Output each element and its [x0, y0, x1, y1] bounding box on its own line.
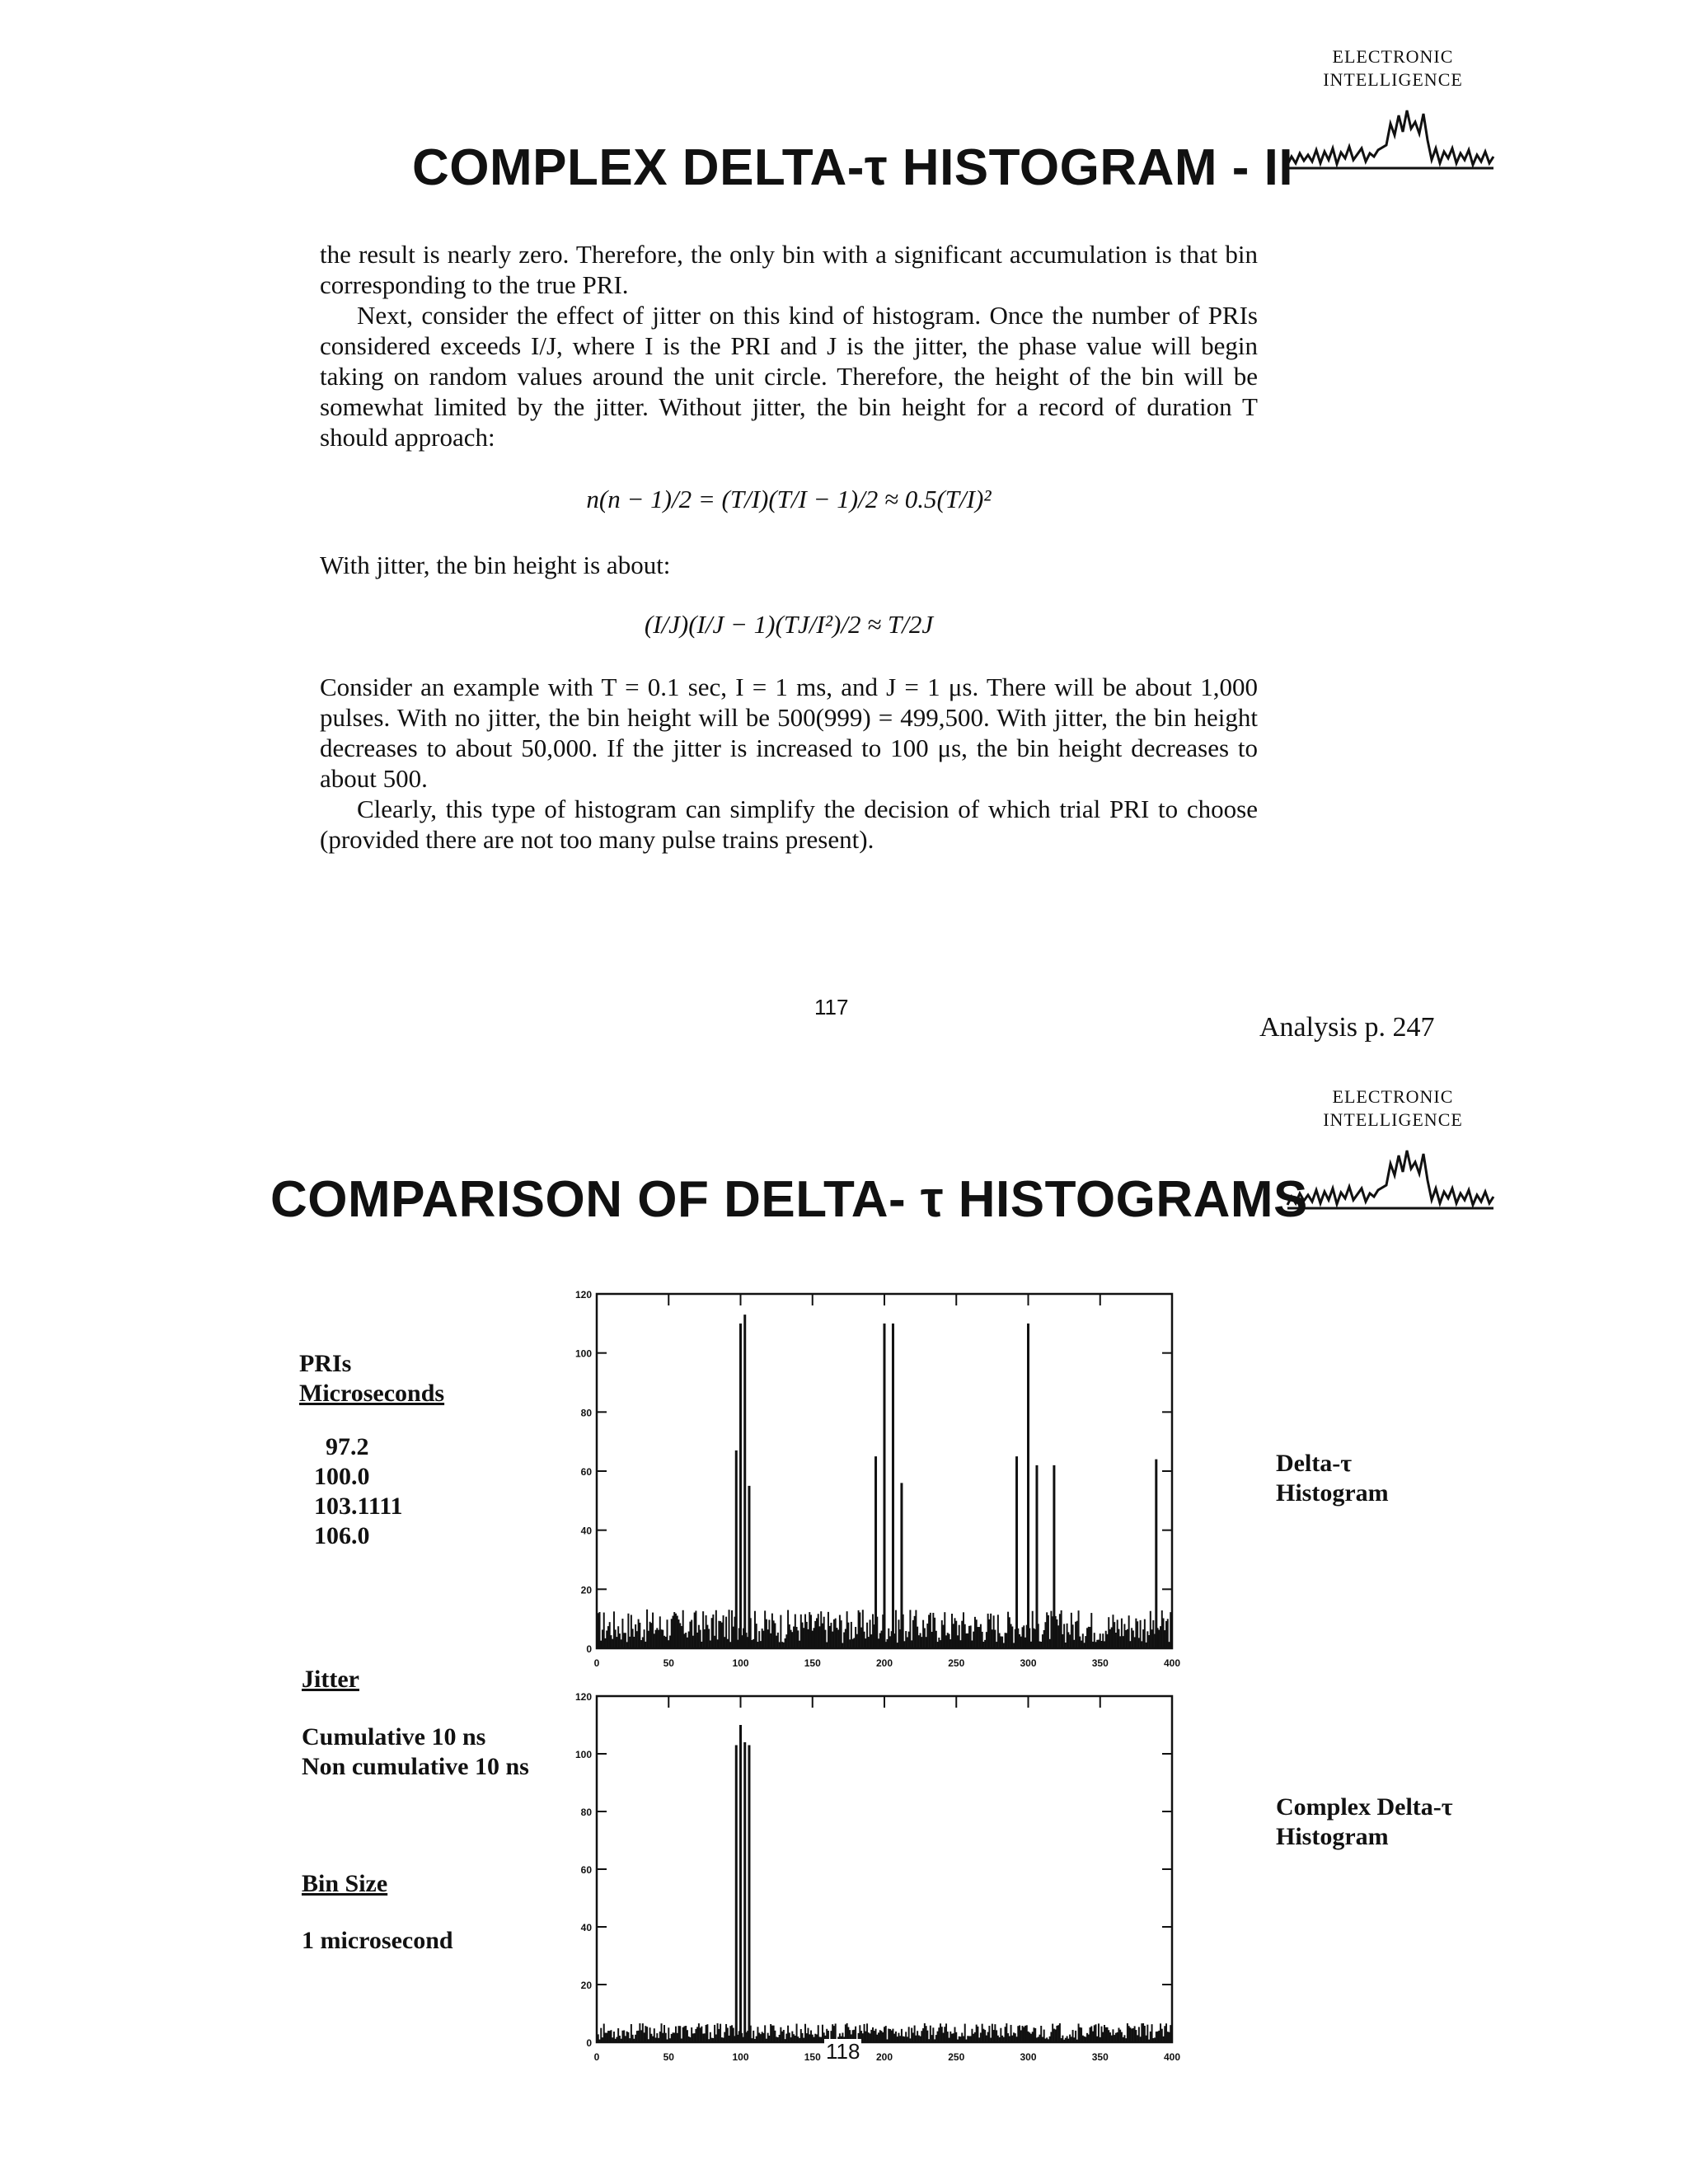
y-tick-label: 0: [586, 2037, 592, 2049]
chart2-label-line: Complex Delta-τ: [1276, 1793, 1453, 1821]
y-tick-label: 40: [580, 1525, 592, 1537]
chart1-label: [1276, 1449, 1389, 1508]
y-tick-label: 80: [580, 1407, 592, 1419]
jitter-cumulative: Cumulative 10 ns: [302, 1723, 486, 1750]
y-tick-label: 20: [580, 1584, 592, 1596]
x-tick-label: 100: [732, 1657, 749, 1669]
body-text-2: [320, 672, 1258, 855]
jitter-label: Jitter: [302, 1666, 359, 1693]
logo-text-bottom: [1286, 1085, 1500, 1132]
pri-value: 103.1111: [314, 1493, 403, 1520]
x-tick-label: 150: [804, 1657, 821, 1669]
delta-tau-histogram-chart: [544, 1282, 1181, 1669]
x-tick-label: 150: [804, 2051, 821, 2063]
page-title-2: COMPARISON OF DELTA- τ HISTOGRAMS: [270, 1171, 1308, 1228]
y-tick-label: 100: [574, 1347, 592, 1360]
chart2-label-line: Histogram: [1276, 1823, 1389, 1850]
logo-line1: ELECTRONIC: [1332, 1086, 1454, 1107]
y-tick-label: 60: [580, 1864, 592, 1876]
chart2-label: [1276, 1793, 1453, 1852]
x-tick-label: 50: [663, 2051, 674, 2063]
logo-line2: INTELLIGENCE: [1323, 1109, 1463, 1130]
paragraph: Consider an example with T = 0.1 sec, I = 1 ms, and J = 1 μs. There will be about 1,000 pulses. With no jitter, the bin height will be 500(999) = 499,500. With jitter, the bin height decreases to about 50,000. If the jitter is increased to 100 μs, the bin height decreases to about 500.: [320, 673, 1258, 793]
x-tick-label: 200: [875, 1657, 893, 1669]
bin-size-label: Bin Size: [302, 1870, 388, 1897]
paragraph: the result is nearly zero. Therefore, the only bin with a significant accumulation is that bin corresponding to the true PRI.: [320, 240, 1258, 299]
x-tick-label: 0: [593, 1657, 600, 1669]
x-tick-label: 300: [1020, 1657, 1037, 1669]
equation-1: n(n − 1)/2 = (T/I)(T/I − 1)/2 ≈ 0.5(T/I)²: [586, 485, 992, 513]
x-tick-label: 400: [1163, 1657, 1181, 1669]
x-tick-label: 200: [875, 2051, 893, 2063]
pri-value: 106.0: [314, 1522, 370, 1549]
paragraph: Next, consider the effect of jitter on this kind of histogram. Once the number of PRIs considered exceeds I/J, where I is the PRI and J is the jitter, the phase value will begin taking on random values around the unit circle. Therefore, the height of the bin will be somewhat limited by the jitter. Without jitter, the bin height for a record of duration T should approach:: [320, 301, 1258, 452]
pris-units: Microseconds: [299, 1380, 445, 1407]
y-tick-label: 20: [580, 1980, 592, 1991]
bin-size-value: 1 microsecond: [302, 1927, 453, 1954]
y-tick-label: 60: [580, 1466, 592, 1478]
x-tick-label: 350: [1091, 2051, 1109, 2063]
pris-label: PRIs: [299, 1350, 352, 1377]
chart1-label-line: Delta-τ: [1276, 1450, 1353, 1477]
body-text-1: [320, 239, 1258, 452]
x-tick-label: 400: [1163, 2051, 1181, 2063]
jitter-noncumulative: Non cumulative 10 ns: [302, 1753, 529, 1780]
pri-value: 100.0: [314, 1463, 370, 1490]
complex-delta-tau-histogram-chart: [544, 1684, 1179, 2063]
logo-line2: INTELLIGENCE: [1323, 69, 1463, 90]
y-tick-label: 40: [580, 1922, 592, 1933]
x-tick-label: 300: [1020, 2051, 1037, 2063]
x-tick-label: 50: [663, 1657, 674, 1669]
pri-value: 97.2: [326, 1433, 369, 1460]
paragraph: Clearly, this type of histogram can simplify the decision of which trial PRI to choose (provided there are not too many pulse trains present).: [320, 794, 1258, 854]
page-title-1: COMPLEX DELTA-τ HISTOGRAM - II: [412, 139, 1294, 196]
signal-logo-icon: [1287, 99, 1493, 173]
y-tick-label: 0: [586, 1643, 592, 1655]
page-number-117: 117: [814, 995, 849, 1019]
y-tick-label: 120: [574, 1691, 592, 1703]
equation-2: (I/J)(I/J − 1)(TJ/I²)/2 ≈ T/2J: [644, 610, 934, 639]
x-tick-label: 250: [948, 2051, 965, 2063]
analysis-reference: Analysis p. 247: [1259, 1012, 1435, 1043]
pri-values-list: [299, 1432, 403, 1551]
logo-text-top: [1286, 45, 1500, 91]
y-tick-label: 80: [580, 1807, 592, 1818]
chart1-label-line: Histogram: [1276, 1479, 1389, 1507]
paragraph: With jitter, the bin height is about:: [320, 551, 671, 579]
signal-logo-icon: [1287, 1139, 1493, 1213]
y-tick-label: 100: [574, 1749, 592, 1760]
x-tick-label: 250: [948, 1657, 965, 1669]
x-tick-label: 100: [732, 2051, 749, 2063]
y-tick-label: 120: [574, 1289, 592, 1301]
logo-line1: ELECTRONIC: [1332, 46, 1454, 67]
page-number-118: 118: [826, 2039, 860, 2064]
x-tick-label: 0: [593, 2051, 600, 2063]
plot-frame: [597, 1696, 1172, 2042]
x-tick-label: 350: [1091, 1657, 1109, 1669]
